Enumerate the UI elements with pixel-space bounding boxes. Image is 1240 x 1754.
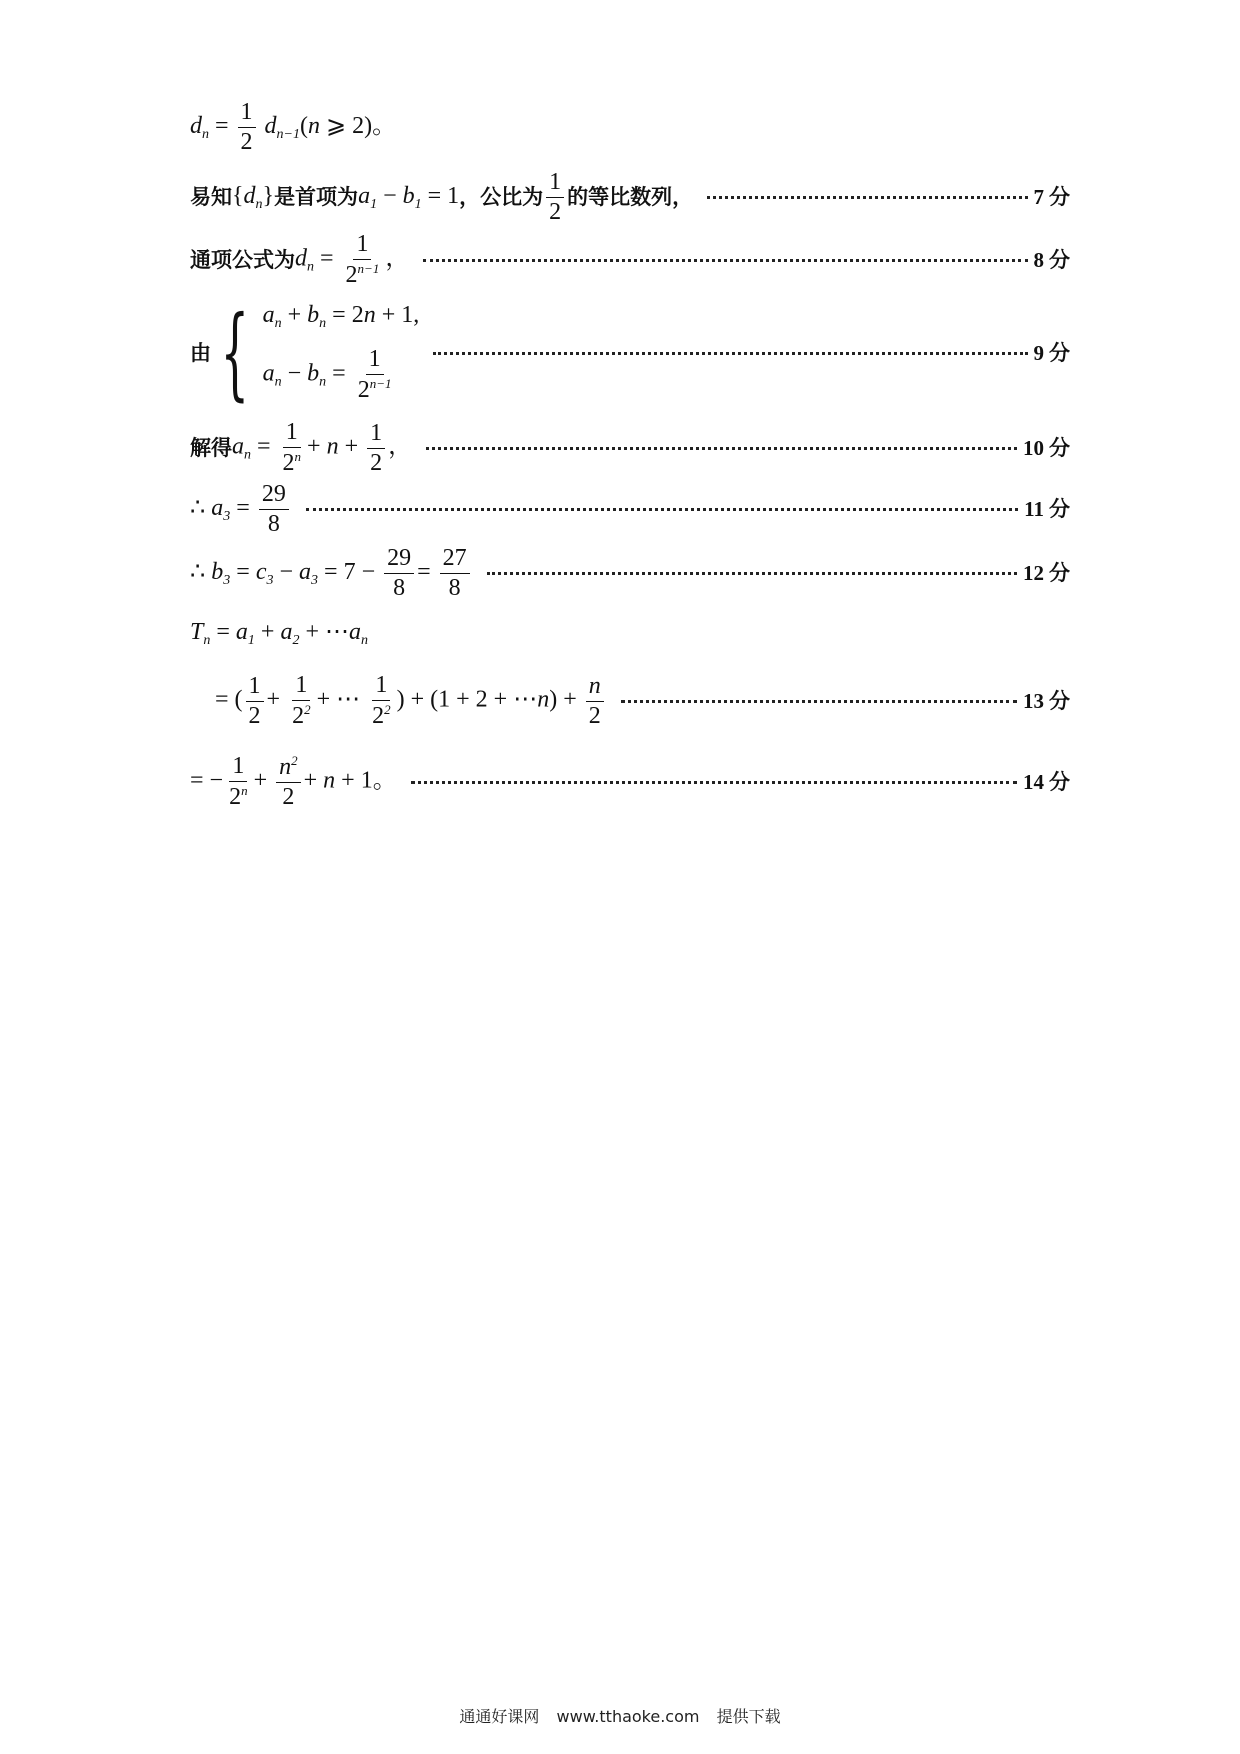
dot-leader — [707, 196, 1027, 199]
sum-result: = − $\frac{1}{2^n}$ + $\frac{n^2}{2}$ + n + 1。 — [190, 753, 397, 811]
score-label: 12 分 — [1023, 561, 1070, 586]
formula-line-1 — [190, 100, 1070, 155]
dot-leader — [426, 447, 1017, 450]
brace-icon: { — [220, 294, 250, 411]
b3-formula: ∴ $b_3 = c_3 - a_3 = 7$ − $\frac{29}{8}$ = $\frac{27}{8}$ — [190, 546, 473, 601]
page-footer — [0, 1704, 1240, 1727]
sum-definition: $T_n = a_1 + a_2$ + $\cdots a_n$ — [190, 619, 368, 648]
ratio-formula: $\frac{1}{2}$ — [543, 170, 567, 225]
formula-line-3 — [190, 232, 1070, 288]
dot-leader — [306, 508, 1018, 511]
dot-leader — [423, 259, 1027, 262]
text-geometric: 的等比数列， — [567, 185, 694, 210]
score-label: 9 分 — [1033, 340, 1070, 365]
score-label: 8 分 — [1033, 247, 1070, 272]
solution-formula: $a_n$ = $\frac{1}{2^n}$ + n + $\frac{1}{2}$ ， — [232, 419, 413, 477]
formula-line-9 — [215, 673, 1070, 729]
a3-formula: ∴ $a_3$ = $\frac{29}{8}$ — [190, 482, 292, 537]
text-ratio: ，公比为 — [459, 185, 544, 210]
text-prefix: 解得 — [190, 435, 232, 460]
formula-line-6 — [190, 482, 1070, 537]
formula-line-7 — [190, 546, 1070, 601]
formula-line-8 — [190, 620, 1070, 648]
sequence-d: $\{d_n\}$ — [232, 182, 275, 212]
first-term-formula: $a_1 - b_1 = 1$ — [358, 182, 460, 212]
dot-leader — [433, 352, 1027, 355]
formula-line-4 — [190, 294, 1070, 411]
text-prefix: 由 — [190, 340, 211, 365]
equation-system: $a_n + b_n = 2n + 1$, $a_n - b_n$ = $\frac{1}{2^{n-1}}$ — [262, 301, 420, 403]
dot-leader — [621, 700, 1017, 703]
score-label: 10 分 — [1023, 435, 1070, 460]
formula-line-2 — [190, 170, 1070, 225]
general-term-formula: $d_n$ = $\frac{1}{2^{n-1}}$ ， — [295, 231, 410, 289]
score-label: 13 分 — [1023, 688, 1070, 713]
dot-leader — [487, 572, 1017, 575]
recurrence-formula: $d_n$ = $\frac{1}{2}$ $d_{n-1}(n$ ⩾ 2)。 — [190, 99, 397, 156]
formula-line-5 — [190, 420, 1070, 476]
footer-site-name: 通通好课网 — [459, 1707, 540, 1726]
text-prefix: 通项公式为 — [190, 247, 295, 272]
sum-expansion: = ( $\frac{1}{2}$ + $\frac{1}{2^2}$ + ⋯ $\frac{1}{2^2}$ ) + (1 + 2 + ⋯n) + $\frac{n}{2}$ — [215, 673, 607, 729]
footer-url[interactable]: www.tthaoke.com — [556, 1707, 700, 1726]
score-label: 7 分 — [1033, 185, 1070, 210]
score-label: 11 分 — [1024, 497, 1070, 522]
text-first-term: 是首项为 — [274, 185, 359, 210]
text-prefix: 易知 — [190, 185, 232, 210]
dot-leader — [411, 781, 1017, 784]
footer-action: 提供下载 — [716, 1707, 781, 1726]
formula-line-10 — [190, 754, 1070, 810]
score-label: 14 分 — [1023, 769, 1070, 794]
